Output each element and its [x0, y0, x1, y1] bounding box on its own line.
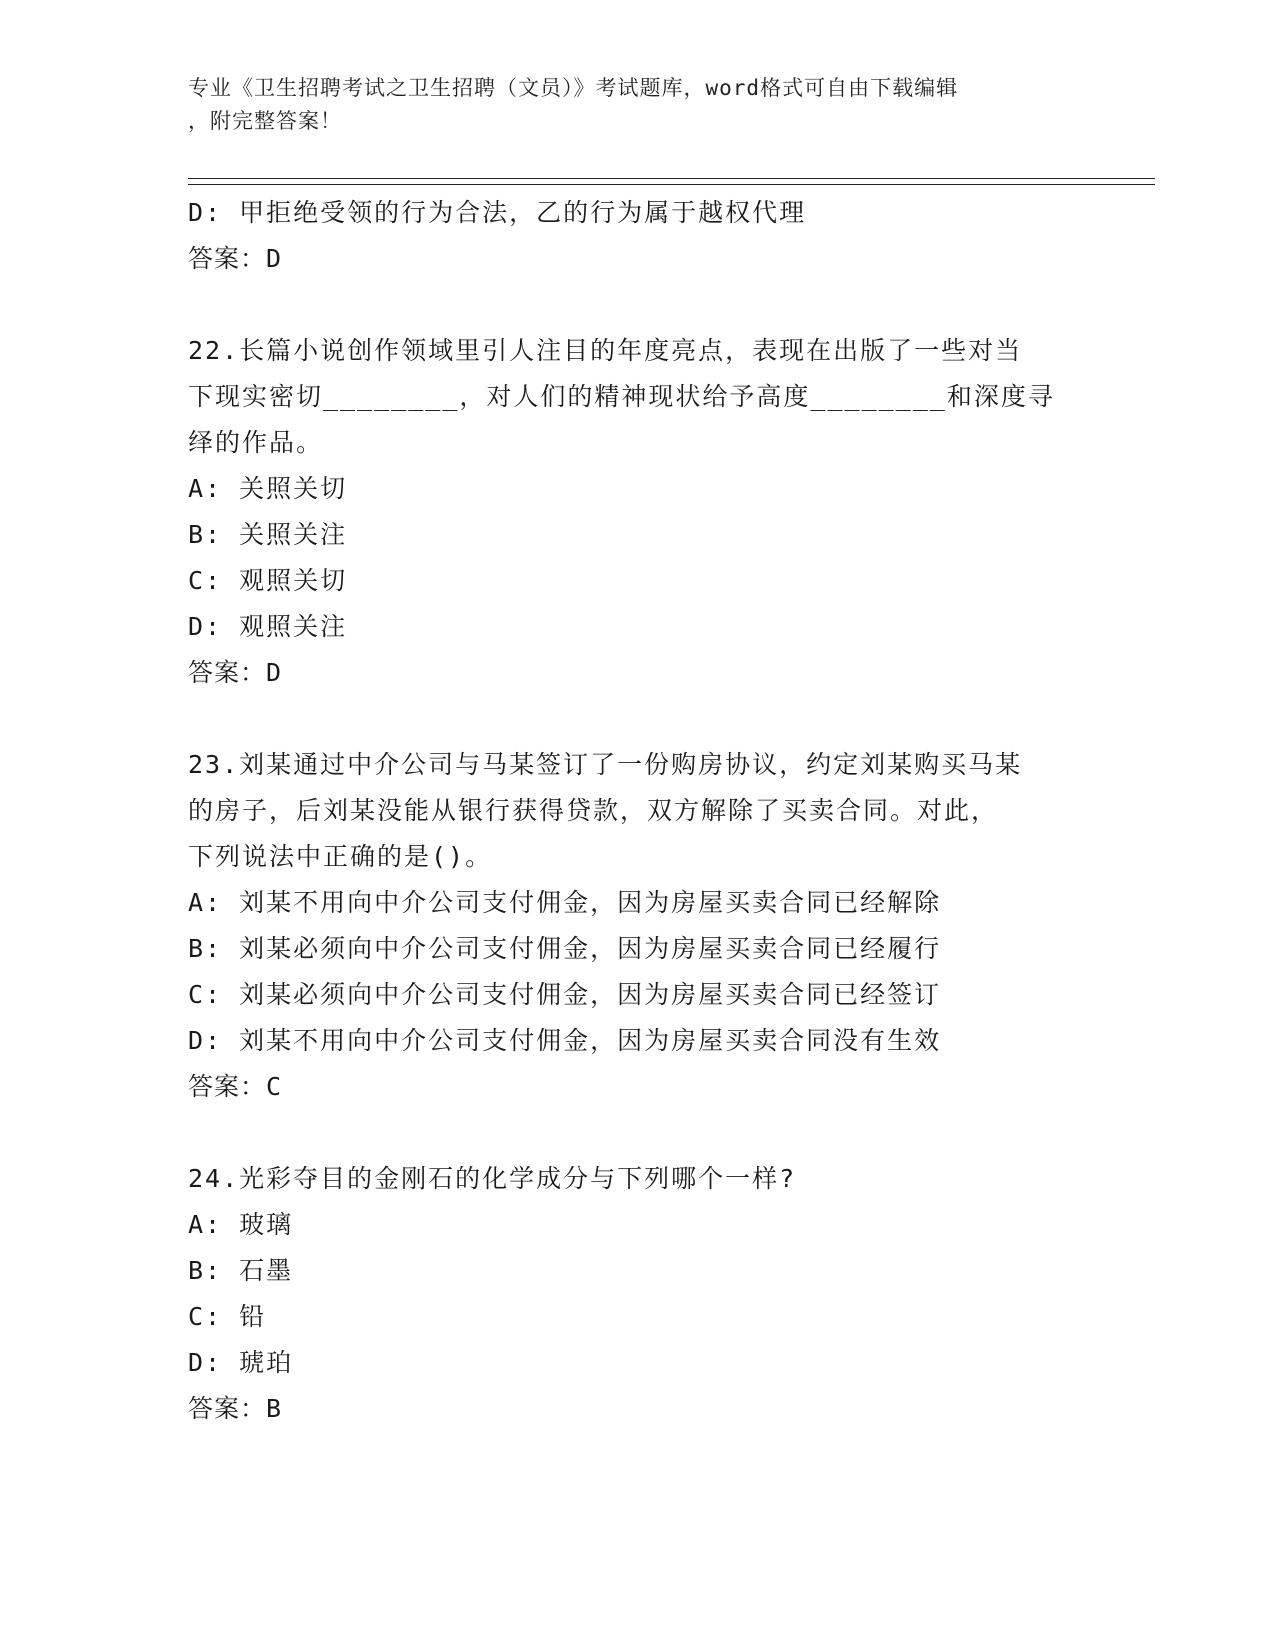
document-header — [188, 72, 1088, 138]
question-stem-line: 的房子，后刘某没能从银行获得贷款，双方解除了买卖合同。对此， — [188, 796, 999, 825]
answer-label: 答案： — [188, 244, 267, 273]
option-b: B: 关照关注 — [188, 520, 348, 549]
answer-line — [188, 236, 1088, 282]
answer-label: 答案： — [188, 658, 267, 687]
answer-value: D — [266, 244, 283, 273]
header-line-1: 专业《卫生招聘考试之卫生招聘（文员）》考试题库，word格式可自由下载编辑 — [188, 76, 959, 100]
header-divider — [188, 178, 1155, 185]
question-stem-line: 下列说法中正确的是()。 — [188, 842, 493, 871]
option-d: D: 刘某不用向中介公司支付佣金，因为房屋买卖合同没有生效 — [188, 1026, 942, 1055]
spacer — [188, 696, 1088, 742]
option-a: A: 关照关切 — [188, 474, 348, 503]
question-stem-line: 24.光彩夺目的金刚石的化学成分与下列哪个一样? — [188, 1164, 797, 1193]
question-list — [188, 190, 1088, 1432]
previous-question-tail — [188, 190, 1088, 282]
answer-line — [188, 1064, 1088, 1110]
option-c: C: 观照关切 — [188, 566, 348, 595]
option-c: C: 刘某必须向中介公司支付佣金，因为房屋买卖合同已经签订 — [188, 980, 942, 1009]
question-stem-line: 23.刘某通过中介公司与马某签订了一份购房协议，约定刘某购买马某 — [188, 750, 1023, 779]
answer-value: B — [266, 1394, 283, 1423]
question-stem-line: 绎的作品。 — [188, 428, 324, 457]
answer-line — [188, 650, 1088, 696]
question-stem-line: 22.长篇小说创作领域里引人注目的年度亮点，表现在出版了一些对当 — [188, 336, 1023, 365]
option-c: C: 铅 — [188, 1302, 267, 1331]
answer-value: C — [266, 1072, 283, 1101]
question-22 — [188, 328, 1088, 696]
question-24 — [188, 1156, 1088, 1432]
option-a: A: 刘某不用向中介公司支付佣金，因为房屋买卖合同已经解除 — [188, 888, 942, 917]
option-b: B: 石墨 — [188, 1256, 294, 1285]
spacer — [188, 1110, 1088, 1156]
question-23 — [188, 742, 1088, 1110]
header-line-2: ，附完整答案！ — [188, 109, 342, 133]
option-d: D: 琥珀 — [188, 1348, 294, 1377]
answer-line — [188, 1386, 1088, 1432]
option-a: A: 玻璃 — [188, 1210, 294, 1239]
answer-value: D — [266, 658, 283, 687]
question-stem-line: 下现实密切________，对人们的精神现状给予高度________和深度寻 — [188, 382, 1055, 411]
spacer — [188, 282, 1088, 328]
option-b: B: 刘某必须向中介公司支付佣金，因为房屋买卖合同已经履行 — [188, 934, 942, 963]
option-d: D: 甲拒绝受领的行为合法，乙的行为属于越权代理 — [188, 198, 807, 227]
answer-label: 答案： — [188, 1072, 267, 1101]
option-d: D: 观照关注 — [188, 612, 348, 641]
answer-label: 答案： — [188, 1394, 267, 1423]
